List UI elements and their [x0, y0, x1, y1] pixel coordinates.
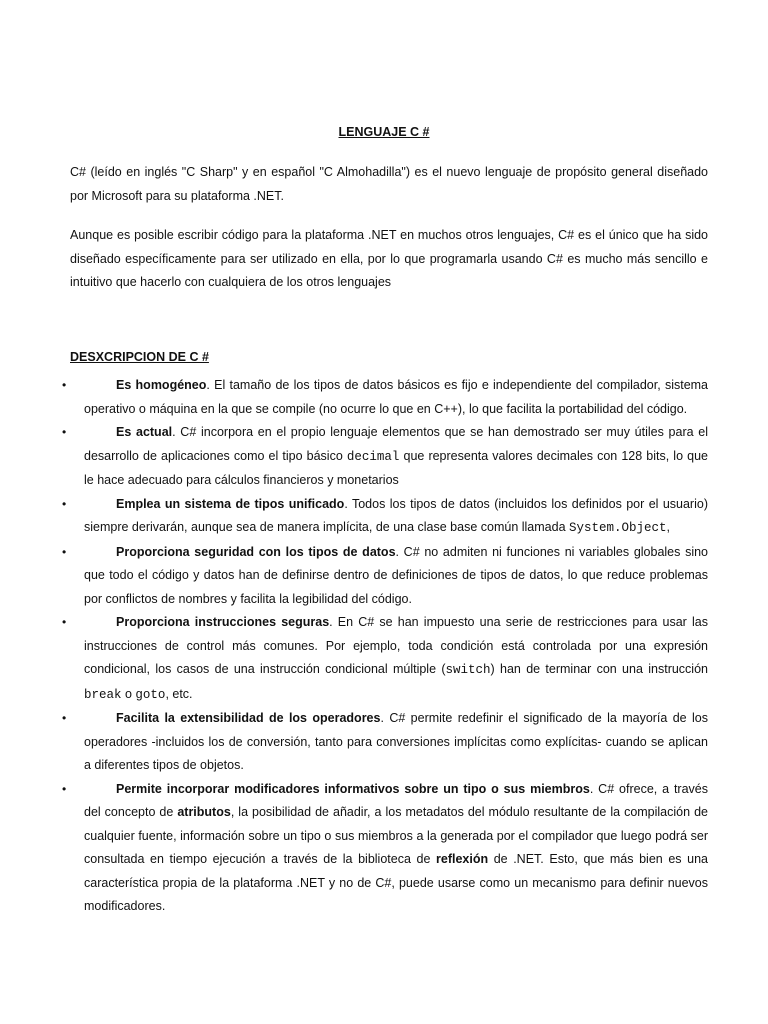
feature-text: . C# permite redefinir el significado de la mayoría de los operadores -incluidos los de conversión, tanto para conversiones implícitas como explícitas- cuando se aplican a diferentes tipos de objetos.: [84, 711, 708, 772]
bullet-icon: •: [62, 781, 67, 796]
feature-text: de .NET. Esto, que más bien es una característica propia de la plataforma .NET y no de C#, puede usarse como un mecanismo para definir nuevos modificadores.: [84, 852, 708, 913]
feature-text: , etc.: [165, 686, 193, 701]
list-item: [62, 374, 708, 421]
bullet-icon: •: [62, 496, 67, 511]
feature-text: . C# no admiten ni funciones ni variables globales sino que todo el código y datos han de definirse dentro de definiciones de tipos de datos, lo que reduce problemas por conflictos de nombres y facilita la legibilidad del código.: [84, 544, 708, 606]
list-item-body: [84, 541, 708, 612]
list-item-body: [84, 611, 708, 707]
list-item-body: [84, 778, 708, 919]
feature-term: Facilita la extensibilidad de los operadores: [116, 711, 381, 725]
bullet-icon: •: [62, 425, 67, 439]
feature-text: . Todos los tipos de datos (incluidos los definidos por el usuario) siempre derivarán, aunque sea de manera implícita, de una clase base común llamada: [84, 496, 708, 534]
list-item: [62, 611, 708, 707]
list-item: [62, 778, 708, 919]
list-item: [62, 493, 708, 541]
feature-term: Emplea un sistema de tipos unificado: [116, 496, 345, 511]
feature-term: Proporciona seguridad con los tipos de datos: [116, 544, 396, 559]
list-item-body: [84, 707, 708, 778]
feature-term: Es actual: [116, 425, 173, 439]
code-keyword: switch: [445, 663, 491, 677]
list-item-body: [84, 493, 708, 541]
code-keyword: System.Object: [569, 521, 667, 535]
feature-text: . C# incorpora en el propio lenguaje elementos que se han demostrado ser muy útiles para el desarrollo de aplicaciones como el tipo básico: [84, 425, 709, 463]
code-keyword: break: [84, 687, 122, 702]
feature-text: que representa valores decimales con 128 bits, lo que le hace adecuado para cálculos financieros y monetarios: [84, 448, 708, 487]
feature-text: . C# ofrece, a través del concepto de: [84, 781, 708, 819]
list-item: [62, 707, 708, 778]
code-keyword: decimal: [346, 449, 400, 464]
list-item: [62, 421, 708, 493]
feature-text: . El tamaño de los tipos de datos básicos es fijo e independiente del compilador, sistema operativo o máquina en la que se compile (no ocurre lo que en C++), lo que facilita la portabilidad del código.: [84, 378, 709, 416]
feature-text: o: [121, 686, 136, 701]
platform-paragraph: Aunque es posible escribir código para la plataforma .NET en muchos otros lenguajes, C# es el único que ha sido diseñado específicamente para ser utilizado en ella, por lo que programarla usando C# es mucho más sencillo e intuitivo que hacerlo con cualquiera de los otros lenguajes: [70, 228, 708, 289]
feature-text: , la posibilidad de añadir, a los metadatos del módulo resultante de la compilación de cualquier fuente, información sobre un tipo o sus miembros a la generada por el compilador que luego podrá ser consultada en tiempo ejecución a través de la biblioteca de: [84, 805, 708, 866]
feature-text: . En C# se han impuesto una serie de restricciones para usar las instrucciones de control más comunes. Por ejemplo, toda condición está controlada por una expresión condicional, los casos de una instrucción condicional múltiple (: [84, 615, 708, 676]
feature-text: ,: [666, 520, 671, 534]
feature-term: atributos: [177, 805, 231, 819]
feature-term: reflexión: [436, 852, 489, 866]
section-heading: DESXCRIPCION DE C #: [70, 350, 209, 364]
list-item: [62, 541, 708, 612]
code-keyword: goto: [135, 687, 166, 702]
document-title: LENGUAJE C #: [338, 125, 430, 139]
feature-term: Proporciona instrucciones seguras: [116, 615, 330, 629]
intro-paragraph: C# (leído en inglés "C Sharp" y en español "C Almohadilla") es el nuevo lenguaje de propósito general diseñado por Microsoft para su plataforma .NET.: [70, 165, 708, 203]
bullet-icon: •: [62, 378, 67, 392]
list-item-body: [84, 421, 708, 493]
bullet-icon: •: [62, 544, 67, 559]
bullet-icon: •: [62, 711, 67, 725]
feature-term: Permite incorporar modificadores informativos sobre un tipo o sus miembros: [116, 781, 590, 796]
features-list: [62, 374, 708, 919]
bullet-icon: •: [62, 615, 67, 629]
list-item-body: [84, 374, 708, 421]
feature-term: Es homogéneo: [116, 378, 207, 392]
feature-text: ) han de terminar con una instrucción: [490, 662, 708, 676]
